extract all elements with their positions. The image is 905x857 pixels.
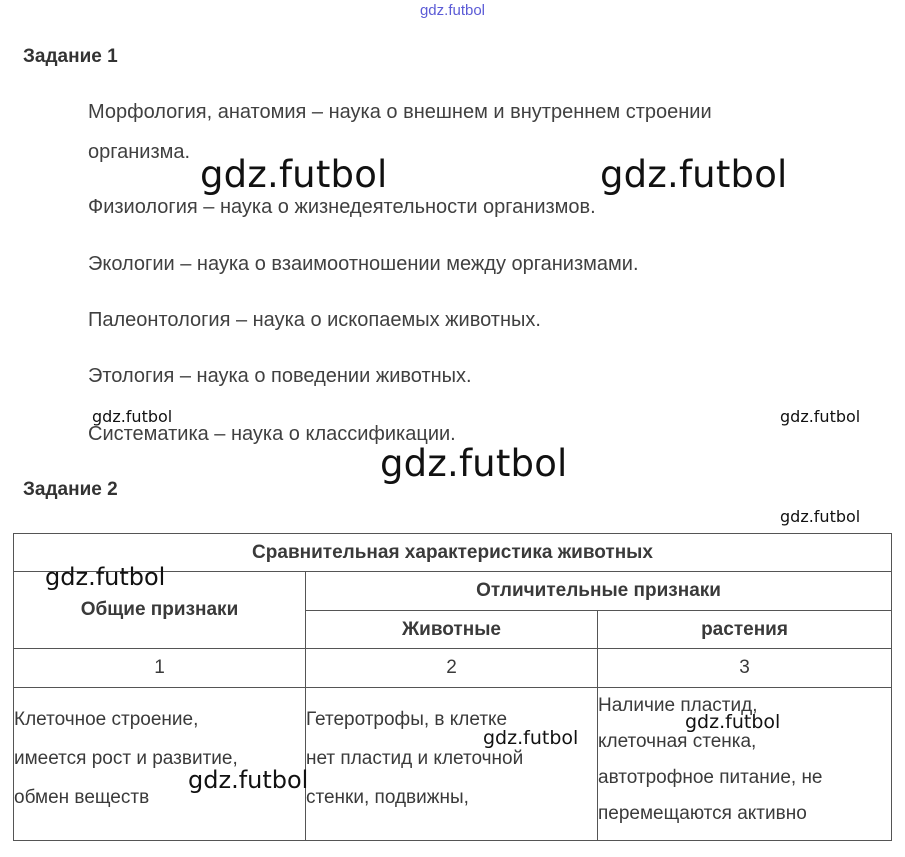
column-number-3: 3 — [598, 649, 892, 688]
cell-line: Клеточное строение, — [14, 709, 199, 730]
plants-header: растения — [598, 611, 892, 649]
watermark-top: gdz.futbol — [419, 2, 486, 19]
definition-ethology: Этология – наука о поведении животных. — [88, 365, 472, 387]
definition-paleontology: Палеонтология – наука о ископаемых животных. — [88, 309, 541, 331]
distinct-features-header: Отличительные признаки — [306, 572, 892, 611]
watermark-medium: gdz.futbol — [685, 711, 781, 733]
watermark-medium: gdz.futbol — [45, 563, 166, 591]
column-number-1: 1 — [14, 649, 306, 688]
cell-line: обмен веществ — [14, 787, 150, 808]
table-title: Сравнительная характеристика животных — [14, 534, 892, 572]
cell-line: Наличие пластид, — [598, 695, 758, 716]
watermark-medium: gdz.futbol — [188, 766, 309, 794]
cell-line: клеточная стенка, — [598, 731, 757, 752]
animals-header: Животные — [306, 611, 598, 649]
watermark-small: gdz.futbol — [780, 507, 861, 526]
watermark-medium: gdz.futbol — [483, 727, 579, 749]
cell-line: перемещаются активно — [598, 803, 807, 824]
definition-systematics: Систематика – наука о классификации. — [88, 423, 456, 445]
cell-line: Гетеротрофы, в клетке — [306, 709, 508, 730]
column-number-2: 2 — [306, 649, 598, 688]
cell-line: автотрофное питание, не — [598, 767, 823, 788]
cell-line: стенки, подвижны, — [306, 787, 469, 808]
animals-features-cell — [306, 688, 598, 841]
cell-line: нет пластид и клеточной — [306, 748, 524, 769]
watermark-large: gdz.futbol — [380, 442, 568, 485]
watermark-small: gdz.futbol — [92, 407, 173, 426]
general-features-cell — [14, 688, 309, 841]
definition-ecology: Экологии – наука о взаимоотношении между организмами. — [88, 253, 639, 275]
watermark-large: gdz.futbol — [600, 153, 788, 196]
general-features-header: Общие признаки — [14, 572, 306, 649]
watermark-large: gdz.futbol — [200, 153, 388, 196]
definition-physiology: Физиология – наука о жизнедеятельности организмов. — [88, 196, 596, 218]
watermark-small: gdz.futbol — [780, 407, 861, 426]
cell-line: имеется рост и развитие, — [14, 748, 238, 769]
task2-heading: Задание 2 — [23, 479, 118, 500]
task1-heading: Задание 1 — [23, 46, 118, 67]
definition-morphology-line2: организма. — [88, 141, 191, 163]
definition-morphology-line1: Морфология, анатомия – наука о внешнем и внутреннем строении — [88, 101, 712, 123]
table-number-row — [14, 649, 892, 688]
